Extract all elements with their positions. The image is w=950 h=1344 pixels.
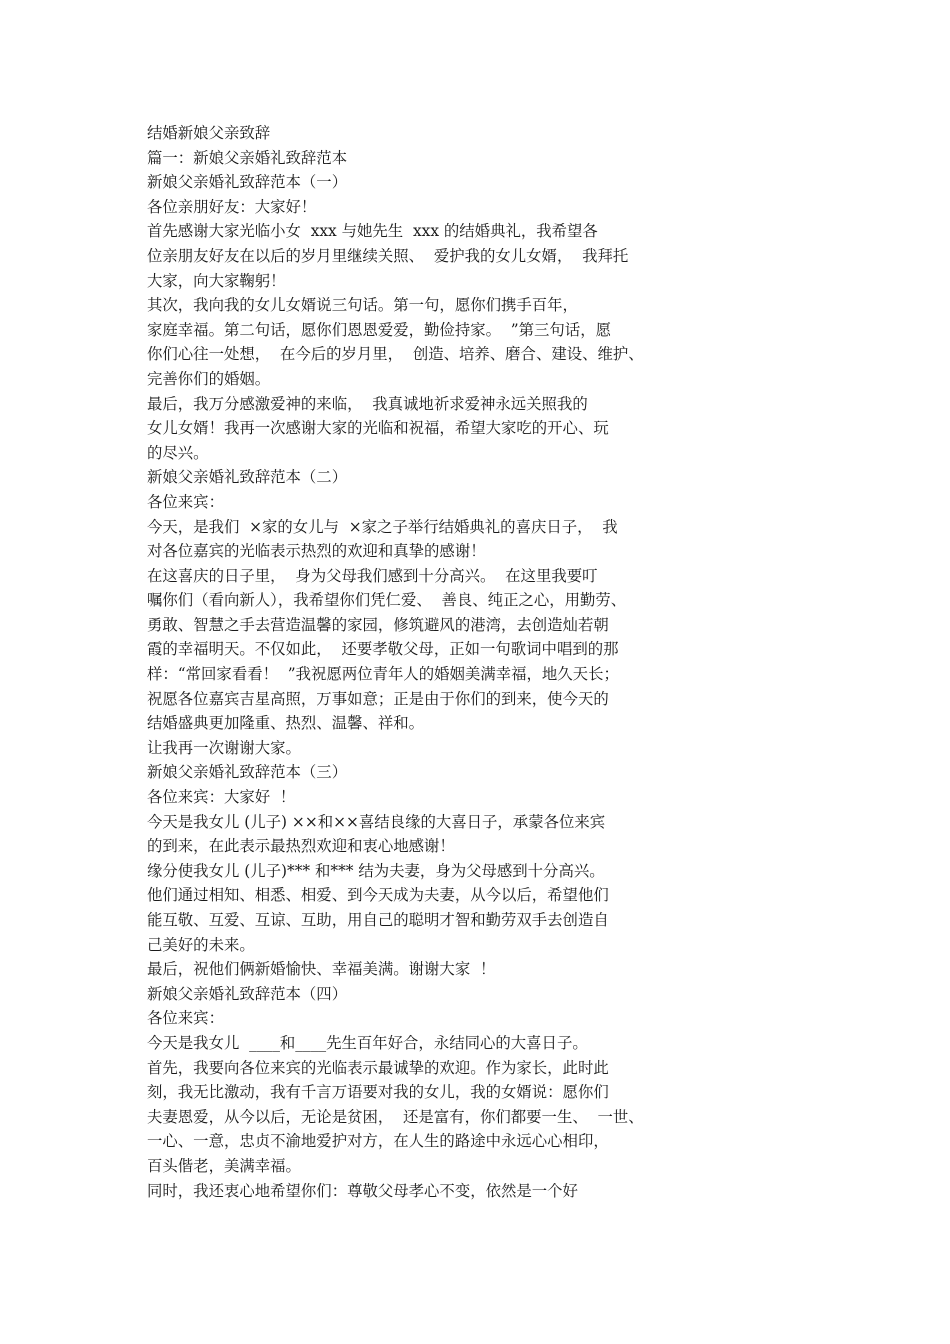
section-heading: 篇一：新娘父亲婚礼致辞范本 bbox=[147, 148, 348, 167]
text-line: 今天，是我们 ×家的女儿与 ×家之子举行结婚典礼的喜庆日子， 我 bbox=[147, 517, 618, 536]
text-line: 祝愿各位嘉宾吉星高照，万事如意；正是由于你们的到来，使今天的 bbox=[147, 689, 609, 708]
subsection-heading: 新娘父亲婚礼致辞范本（四） bbox=[147, 984, 348, 1003]
text-line: 家庭幸福。第二句话，愿你们恩恩爱爱，勤俭持家。 ”第三句话，愿 bbox=[147, 320, 611, 339]
subsection-heading: 新娘父亲婚礼致辞范本（二） bbox=[147, 468, 348, 487]
text-line: 己美好的未来。 bbox=[147, 935, 255, 954]
text-line: 各位来宾： bbox=[147, 492, 224, 511]
subsection-heading: 新娘父亲婚礼致辞范本（一） bbox=[147, 173, 348, 192]
text-line: 大家，向大家鞠躬！ bbox=[147, 271, 286, 290]
text-line: 今天是我女儿 (儿子) ××和××喜结良缘的大喜日子，承蒙各位来宾 bbox=[147, 812, 606, 831]
document-body bbox=[147, 121, 707, 1203]
text-line: 一心、一意，忠贞不渝地爱护对方，在人生的路途中永远心心相印， bbox=[147, 1132, 609, 1151]
text-line: 他们通过相知、相悉、相爱、到今天成为夫妻，从今以后，希望他们 bbox=[147, 886, 609, 905]
text-line: 首先，我要向各位来宾的光临表示最诚挚的欢迎。作为家长，此时此 bbox=[147, 1058, 609, 1077]
text-line: 首先感谢大家光临小女 xxx 与她先生 xxx 的结婚典礼，我希望各 bbox=[147, 222, 598, 241]
text-line: 让我再一次谢谢大家。 bbox=[147, 738, 301, 757]
text-line: 各位亲朋好友：大家好！ bbox=[147, 197, 317, 216]
text-line: 其次，我向我的女儿女婿说三句话。第一句，愿你们携手百年， bbox=[147, 296, 578, 315]
text-line: 完善你们的婚姻。 bbox=[147, 369, 271, 388]
text-line: 样：“常回家看看！ ”我祝愿两位青年人的婚姻美满幸福，地久天长； bbox=[147, 665, 619, 684]
subsection-heading: 新娘父亲婚礼致辞范本（三） bbox=[147, 763, 348, 782]
text-line: 刻，我无比激动，我有千言万语要对我的女儿，我的女婿说：愿你们 bbox=[147, 1083, 609, 1102]
text-line: 百头偕老，美满幸福。 bbox=[147, 1156, 301, 1175]
text-line: 夫妻恩爱，从今以后，无论是贫困， 还是富有，你们都要一生、 一世、 bbox=[147, 1107, 644, 1126]
text-line: 女儿女婿！我再一次感谢大家的光临和祝福，希望大家吃的开心、玩 bbox=[147, 419, 609, 438]
text-line: 同时，我还衷心地希望你们：尊敬父母孝心不变，依然是一个好 bbox=[147, 1181, 578, 1200]
text-line: 各位来宾： bbox=[147, 1009, 224, 1028]
text-line: 缘分使我女儿 (儿子)*** 和*** 结为夫妻，身为父母感到十分高兴。 bbox=[147, 861, 605, 880]
text-line: 的尽兴。 bbox=[147, 443, 209, 462]
text-line: 最后，祝他们俩新婚愉快、幸福美满。谢谢大家 ！ bbox=[147, 960, 496, 979]
text-line: 你们心往一处想， 在今后的岁月里， 创造、培养、磨合、建设、维护、 bbox=[147, 345, 644, 364]
text-line: 能互敬、互爱、互谅、互助，用自己的聪明才智和勤劳双手去创造自 bbox=[147, 911, 609, 929]
text-line: 勇敢、智慧之手去营造温馨的家园，修筑避风的港湾，去创造灿若朝 bbox=[147, 615, 609, 634]
text-line: 霞的幸福明天。不仅如此， 还要孝敬父母，正如一句歌词中唱到的那 bbox=[147, 640, 619, 659]
text-line: 在这喜庆的日子里， 身为父母我们感到十分高兴。 在这里我要叮 bbox=[147, 566, 598, 585]
text-line: 位亲朋友好友在以后的岁月里继续关照、 爱护我的女儿女婿， 我拜托 bbox=[147, 246, 629, 265]
text-line: 各位来宾：大家好 ！ bbox=[147, 788, 296, 807]
text-line: 嘱你们（看向新人），我希望你们凭仁爱、 善良、纯正之心，用勤劳、 bbox=[147, 591, 627, 610]
text-line: 对各位嘉宾的光临表示热烈的欢迎和真挚的感谢！ bbox=[147, 542, 486, 561]
text-line: 最后，我万分感激爱神的来临， 我真诚地祈求爱神永远关照我的 bbox=[147, 394, 588, 413]
document-title: 结婚新娘父亲致辞 bbox=[147, 124, 271, 142]
text-line: 今天是我女儿 ____和____先生百年好合，永结同心的大喜日子。 bbox=[147, 1033, 588, 1052]
text-line: 结婚盛典更加隆重、热烈、温馨、祥和。 bbox=[147, 714, 425, 733]
text-line: 的到来，在此表示最热烈欢迎和衷心地感谢！ bbox=[147, 837, 455, 856]
